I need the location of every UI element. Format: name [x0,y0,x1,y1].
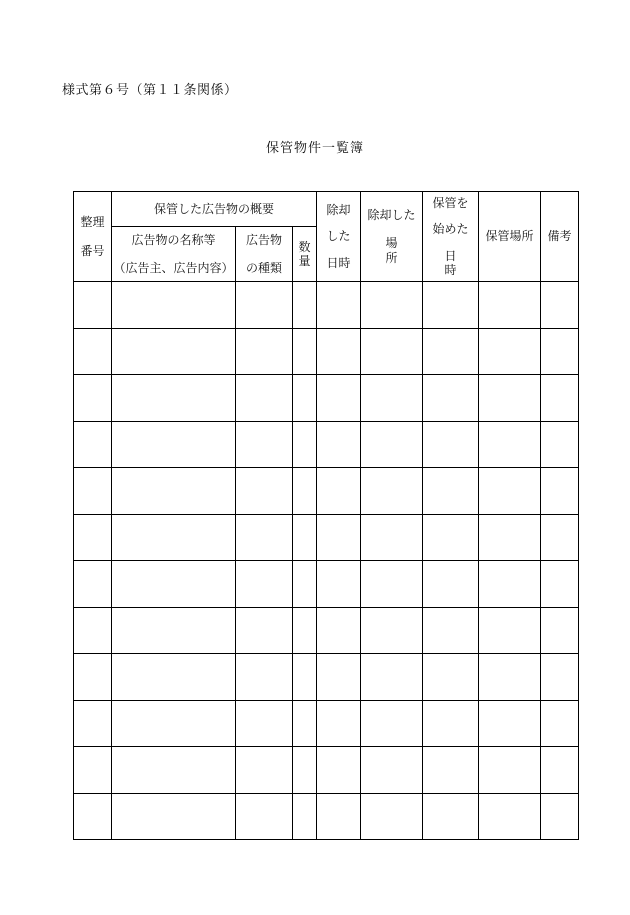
table-cell [74,747,112,794]
header-remarks: 備考 [541,192,579,282]
header-overview: 保管した広告物の概要 [112,192,317,227]
table-row [74,700,579,747]
header-removal-date-line2: した [326,229,351,244]
table-cell [112,561,236,608]
header-removal-date-line3: 日時 [326,255,351,270]
table-cell [479,282,541,329]
table-cell [361,514,423,561]
table-cell [236,561,293,608]
table-cell [361,282,423,329]
table-cell [361,654,423,701]
table-cell [74,468,112,515]
header-seiri-bangou [74,192,112,282]
header-ad-name-line2: （広告主、広告内容） [113,261,234,275]
document-title: 保管物件一覧簿 [265,141,364,156]
table-cell [112,514,236,561]
header-quantity-line2: 量 [298,254,311,268]
table-cell [317,561,361,608]
table-cell [541,468,579,515]
table-cell [479,747,541,794]
table-cell [74,328,112,375]
table-cell [293,328,317,375]
table-cell [74,654,112,701]
table-cell [361,328,423,375]
table-cell [541,561,579,608]
table-cell [541,793,579,840]
table-cell [541,421,579,468]
table-row [74,561,579,608]
table-cell [293,654,317,701]
header-ad-name-line1: 広告物の名称等 [131,232,216,247]
table-cell [112,282,236,329]
table-cell [236,421,293,468]
header-storage-start-line1: 保管を [432,195,469,210]
table-cell [317,654,361,701]
table-cell [293,607,317,654]
table-cell [317,793,361,840]
ledger-body [74,282,579,840]
table-cell [423,793,479,840]
header-ad-type-line1: 広告物 [245,232,282,247]
table-cell [423,654,479,701]
table-cell [361,607,423,654]
table-cell [112,700,236,747]
table-cell [236,375,293,422]
header-removal-place-line1: 除却した [367,207,416,222]
table-cell [423,747,479,794]
table-row [74,654,579,701]
table-cell [293,375,317,422]
table-cell [236,700,293,747]
table-cell [361,700,423,747]
table-cell [317,514,361,561]
table-cell [293,514,317,561]
table-row [74,607,579,654]
table-cell [479,468,541,515]
table-cell [236,282,293,329]
table-cell [541,700,579,747]
header-storage-place: 保管場所 [479,192,541,282]
table-cell [541,607,579,654]
header-removal-date [317,192,361,282]
table-cell [236,747,293,794]
table-cell [236,328,293,375]
table-cell [479,561,541,608]
table-row [74,514,579,561]
form-number: 様式第６号（第１１条関係） [62,83,238,98]
table-cell [479,700,541,747]
table-cell [236,514,293,561]
header-removal-place [361,192,423,282]
table-cell [293,282,317,329]
table-cell [317,375,361,422]
table-cell [74,514,112,561]
table-cell [236,654,293,701]
table-cell [293,468,317,515]
header-quantity [293,227,317,282]
header-removal-place-char2: 所 [385,250,398,265]
header-ad-type-line2: の種類 [245,261,282,275]
table-row [74,421,579,468]
table-cell [293,561,317,608]
table-cell [112,468,236,515]
table-row [74,468,579,515]
table-cell [479,654,541,701]
storage-ledger-table [73,191,579,840]
table-cell [361,561,423,608]
table-cell [236,793,293,840]
table-cell [74,700,112,747]
table-cell [479,514,541,561]
table-cell [74,421,112,468]
header-removal-date-line1: 除却 [326,202,351,217]
header-seiri-line2: 番号 [80,243,105,258]
table-cell [112,328,236,375]
table-cell [74,793,112,840]
table-cell [479,607,541,654]
table-cell [479,375,541,422]
table-cell [541,328,579,375]
header-removal-place-char1: 場 [385,236,398,251]
table-cell [317,282,361,329]
table-cell [361,468,423,515]
header-seiri-line1: 整理 [80,215,105,230]
header-storage-start-char1: 日 [444,248,457,263]
table-cell [317,700,361,747]
table-cell [423,421,479,468]
table-cell [317,468,361,515]
header-storage-start-line2: 始めた [432,222,469,237]
table-cell [423,328,479,375]
table-cell [361,375,423,422]
table-cell [423,561,479,608]
table-cell [112,421,236,468]
table-cell [541,514,579,561]
table-cell [317,747,361,794]
header-storage-start-char2: 時 [444,262,457,277]
table-cell [361,747,423,794]
table-cell [361,421,423,468]
table-cell [112,654,236,701]
table-cell [112,375,236,422]
table-cell [112,793,236,840]
table-cell [293,793,317,840]
table-cell [423,468,479,515]
table-cell [479,793,541,840]
table-cell [74,375,112,422]
table-cell [423,700,479,747]
table-row [74,747,579,794]
table-cell [74,607,112,654]
table-cell [293,421,317,468]
table-cell [236,468,293,515]
table-cell [541,747,579,794]
table-cell [293,747,317,794]
table-cell [541,282,579,329]
table-row [74,375,579,422]
header-storage-start [423,192,479,282]
header-quantity-line1: 数 [298,239,311,254]
table-cell [423,607,479,654]
table-cell [479,328,541,375]
table-cell [541,375,579,422]
table-row [74,328,579,375]
table-cell [112,607,236,654]
table-cell [112,747,236,794]
table-cell [361,793,423,840]
table-cell [423,282,479,329]
table-cell [317,421,361,468]
table-cell [74,282,112,329]
header-ad-name [112,227,236,282]
table-cell [317,607,361,654]
header-ad-type [236,227,293,282]
table-row [74,282,579,329]
table-cell [479,421,541,468]
table-cell [74,561,112,608]
table-row [74,793,579,840]
table-cell [423,375,479,422]
table-cell [293,700,317,747]
table-cell [317,328,361,375]
table-cell [236,607,293,654]
table-cell [541,654,579,701]
table-cell [423,514,479,561]
